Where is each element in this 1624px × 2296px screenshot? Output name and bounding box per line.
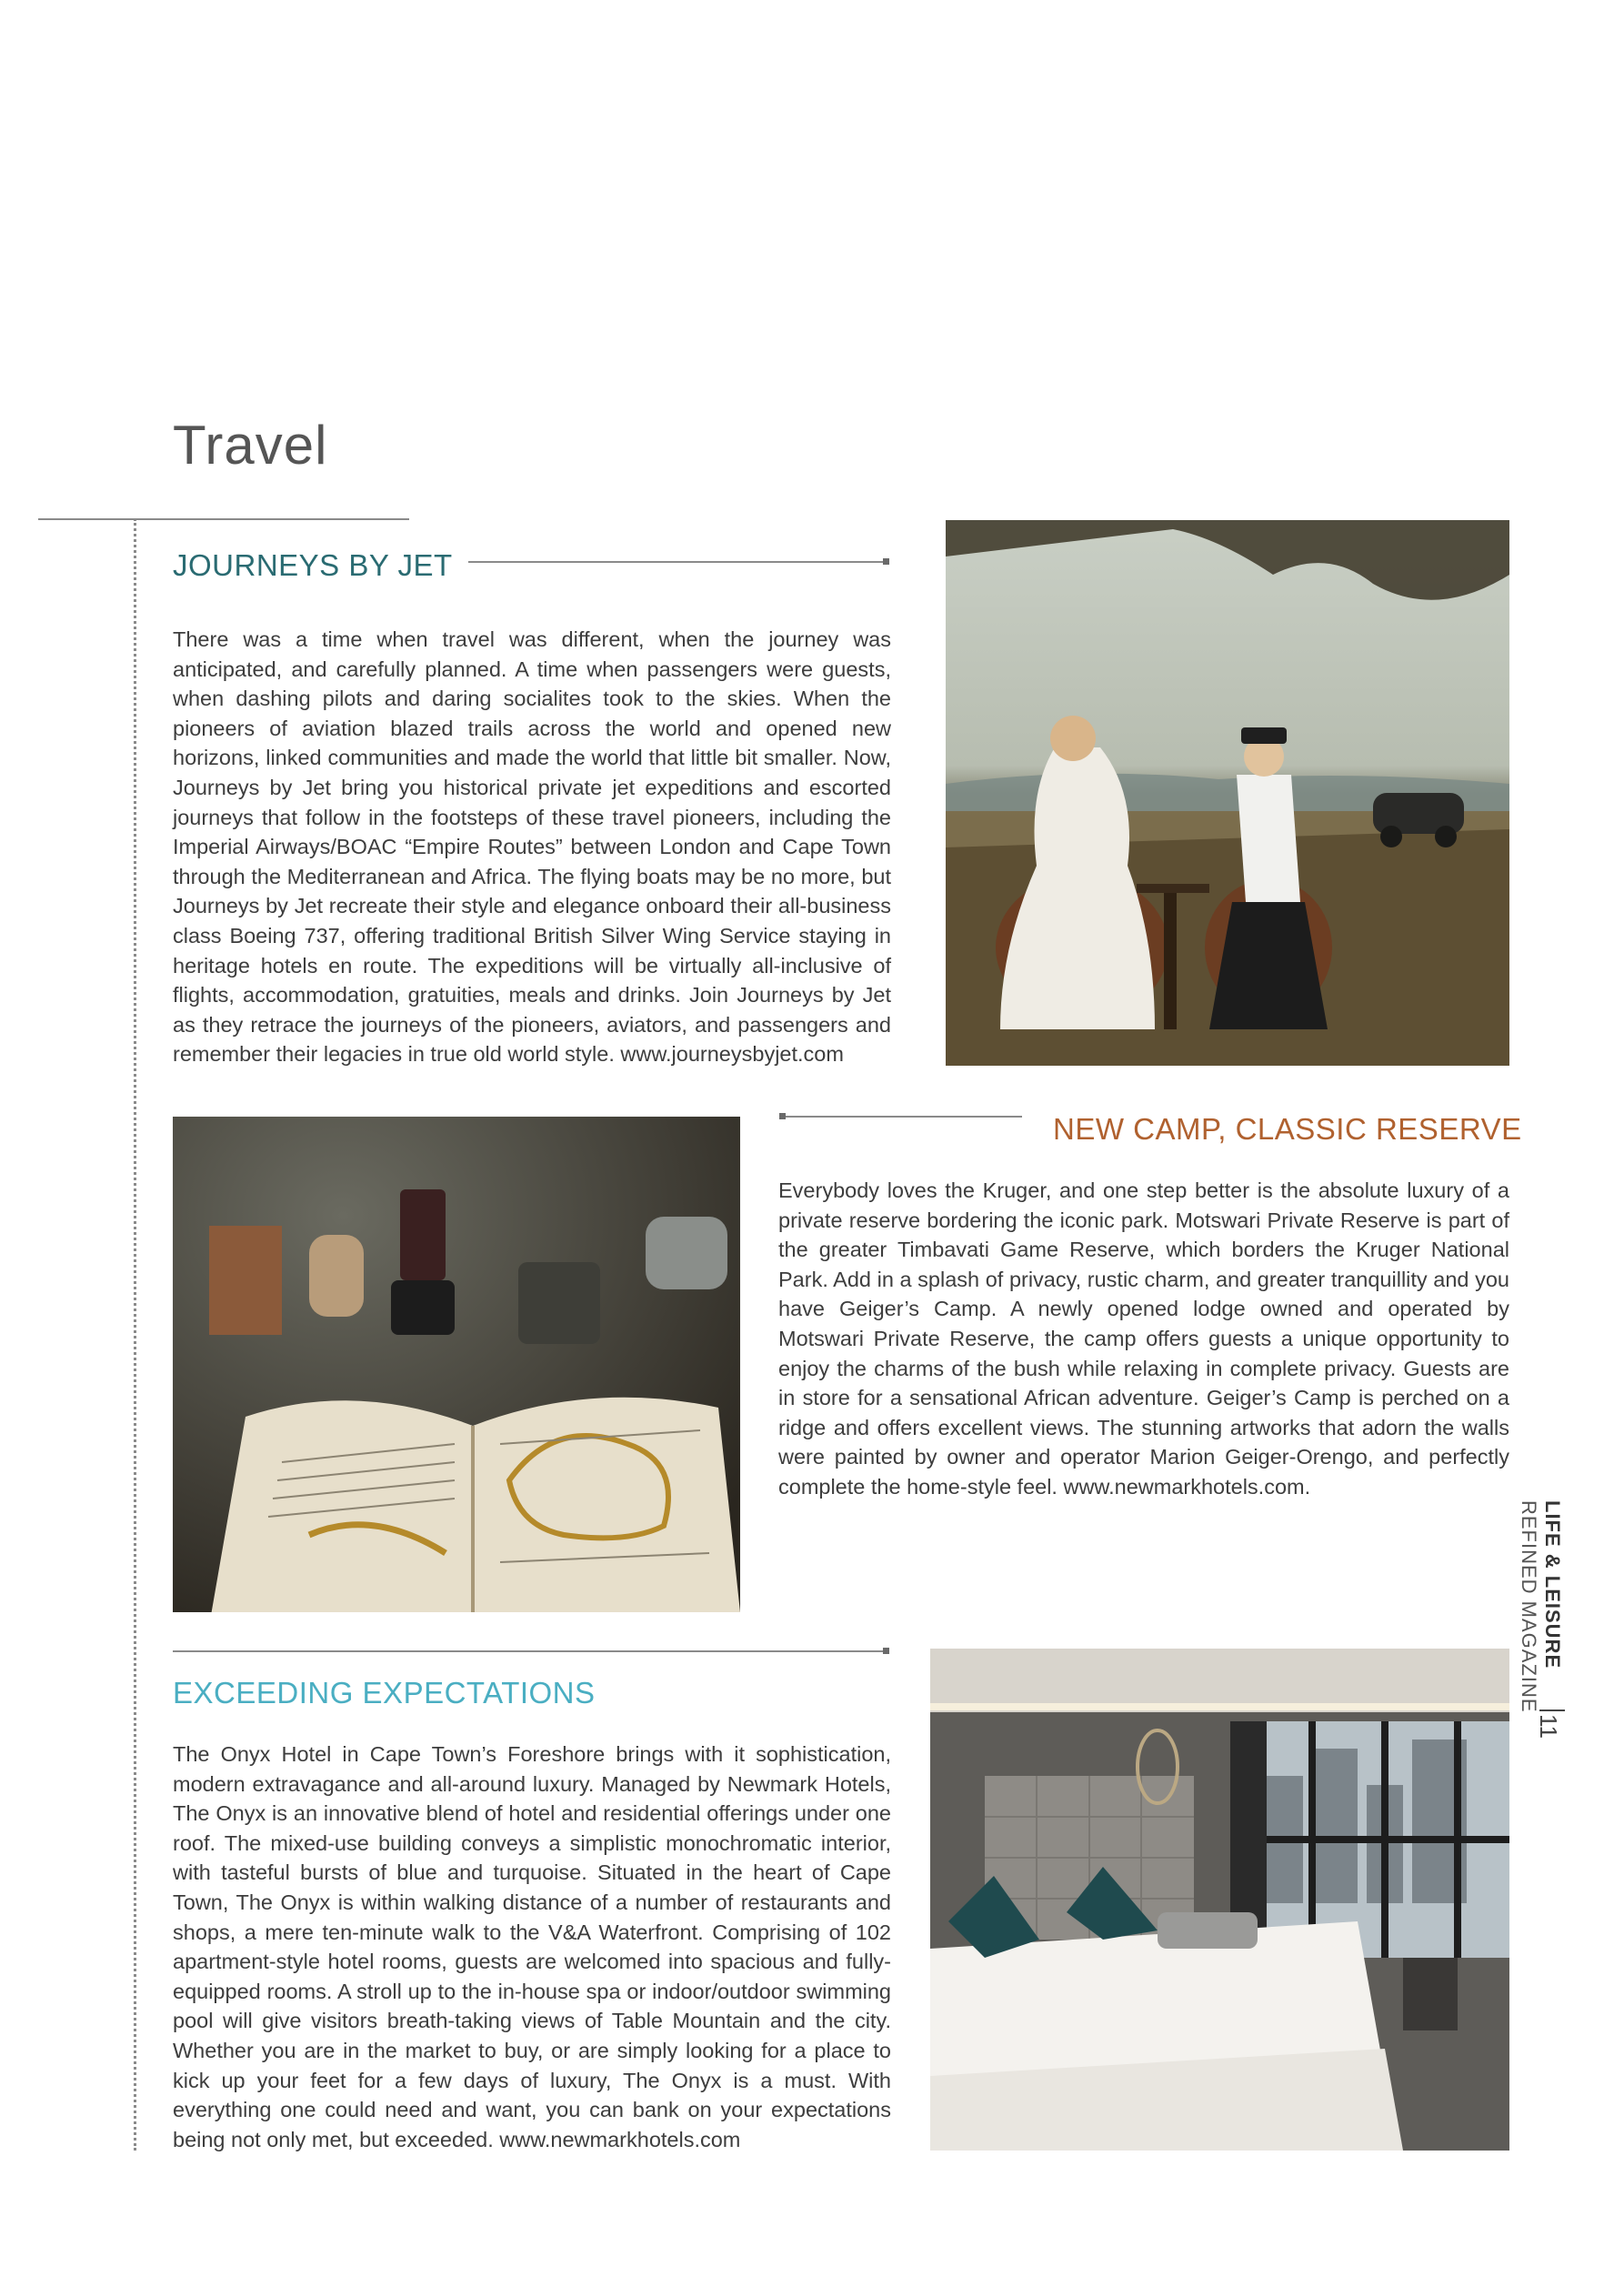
folio-label	[1517, 1500, 1564, 1713]
rule-end-marker	[779, 1113, 786, 1119]
heading-rule	[784, 1116, 1022, 1118]
article-body-exceeding-expectations: The Onyx Hotel in Cape Town’s Foreshore brings with it sophistication, modern extravagance and all-around luxury. Managed by Newmark Hotels, The Onyx is an innovative blend of hotel and residential offerings under one roof. The mixed-use building conveys a simplistic monochromatic interior, with tasteful bursts of blue and turquoise. Situated in the heart of Cape Town, The Onyx is within walking distance of a number of restaurants and shops, a mere ten-minute walk to the V&A Waterfront. Comprising of 102 apartment-style hotel rooms, guests are welcomed into spacious and fully-equipped rooms. A stroll up to the in-house spa or indoor/outdoor swimming pool will give visitors breath-taking views of Table Mountain and the city. Whether you are in the market to buy, or are simply looking for a place to kick up your feet for a few days of luxury, The Onyx is a must. With everything one could need and want, you can bank on your expectations being not only met, but exceeded. www.newmarkhotels.com	[173, 1742, 891, 2151]
title-underline	[38, 518, 409, 520]
photo-hotel-bedroom	[930, 1649, 1509, 2151]
article-heading-exceeding-expectations: EXCEEDING EXPECTATIONS	[173, 1676, 596, 1709]
page-number: 11	[1535, 1714, 1562, 1739]
rule-end-marker	[883, 558, 889, 565]
photo-vintage-couple-picnic	[946, 520, 1509, 1066]
heading-rule	[468, 561, 887, 563]
dotted-margin-line	[134, 518, 136, 2151]
article-heading-journeys-by-jet: JOURNEYS BY JET	[173, 548, 453, 582]
folio-section: LIFE & LEISURE	[1541, 1500, 1564, 1669]
folio-divider	[1539, 1709, 1565, 1711]
heading-rule	[173, 1650, 887, 1652]
section-title: Travel	[173, 415, 328, 476]
article-body-new-camp: Everybody loves the Kruger, and one step better is the absolute luxury of a private reserve bordering the iconic park. Motswari Private Reserve is part of the greater Timbavati Game Reserve, which borders the Kruger National Park. Add in a splash of privacy, rustic charm, and greater tranquillity and you have Geiger’s Camp. A newly opened lodge owned and operated by Motswari Private Reserve, the camp offers guests a unique opportunity to enjoy the charms of the bush while relaxing in complete privacy. Guests are in store for a sensational African adventure. Geiger’s Camp is perched on a ridge and offers excellent views. The stunning artworks that adorn the walls were painted by owner and operator Marion Geiger-Orengo, and perfectly complete the home-style feel. www.newmarkhotels.com.	[778, 1178, 1509, 1499]
article-heading-new-camp: NEW CAMP, CLASSIC RESERVE	[1053, 1112, 1522, 1146]
folio-magazine: REFINED MAGAZINE	[1518, 1500, 1540, 1713]
rule-end-marker	[883, 1648, 889, 1654]
photo-open-book-sketch	[173, 1117, 740, 1612]
article-body-journeys-by-jet: There was a time when travel was different, when the journey was anticipated, and carefully planned. A time when passengers were guests, when dashing pilots and daring socialites took to the skies. When the pioneers of aviation blazed trails across the world and opened new horizons, linked communities and made the world that little bit smaller. Now, Journeys by Jet bring you historical private jet expeditions and escorted journeys that follow in the footsteps of these travel pioneers, including the Imperial Airways/BOAC “Empire Routes” between London and Cape Town through the Mediterranean and Africa. The flying boats may be no more, but Journeys by Jet recreate their style and elegance onboard their all-business class Boeing 737, offering traditional British Silver Wing Service staying in heritage hotels en route. The expeditions will be virtually all-inclusive of flights, accommodation, gratuities, meals and drinks. Join Journeys by Jet as they retrace the journeys of the pioneers, aviators, and passengers and remember their legacies in true old world style. www.journeysbyjet.com	[173, 627, 891, 1067]
